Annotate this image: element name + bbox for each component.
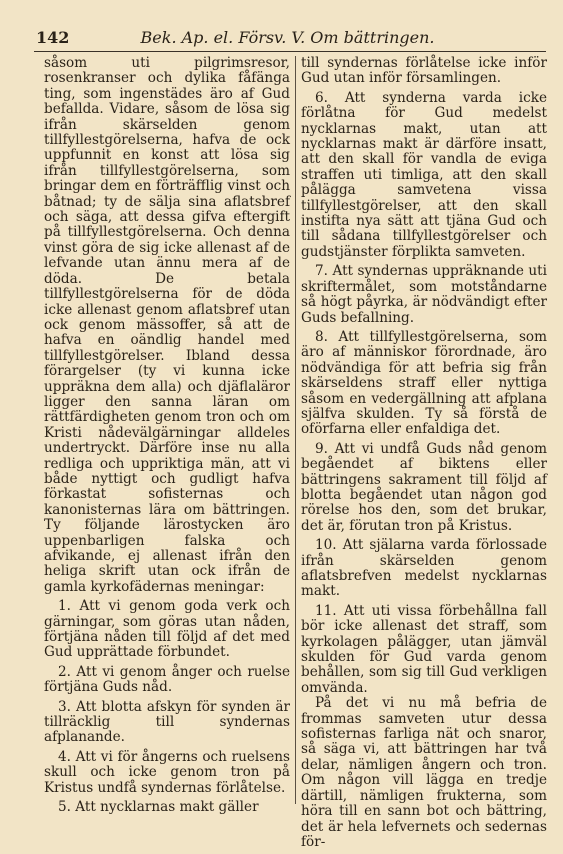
list-item: 7. Att syndernas uppräknande uti skriftermålet, som motståndarne så högt påyrka, är nödvändigt efter Guds befallning. [301,263,547,326]
list-item: 5. Att nycklarnas makt gäller [58,799,259,816]
right-column [301,56,547,850]
column-divider [295,56,296,804]
list-item: 4. Att vi för ångerns och ruelsens skull och icke genom tron på Kristus undfå syndernas förlåtelse. [44,748,290,796]
list-item: 3. Att blotta afskyn för synden är tillräcklig till syndernas afplanande. [44,698,290,746]
page-number: 142 [36,28,70,47]
list-item: 8. Att tillfyllestgörelserna, som äro af människor förordnade, äro nödvändiga för att befria sig från skärseldens straff eller nyttiga såsom en vedergällning att afplana själfva skulden. Ty så förstå de oförfarna eller enfaldiga det. [301,328,547,438]
paragraph: såsom uti pilgrimsresor, rosenkranser och dylika fåfänga ting, som ingenstädes äro af Gud befallda. Vidare, såsom de lösa sig ifrån skärselden genom tillfyllestgörelserna, hafva de ock uppfunnit en konst att lösa sig ifrån tillfyllestgörelserna, som bringar dem en förträfflig vinst och båtnad; ty de sälja sina aflatsbref och säga, att dessa gifva eftergift på tillfyllestgörelserna. Och denna vinst göra de sig icke allenast af de lefvande utan ännu mera af de döda. De betala tillfyllestgörelserna för de döda icke allenast genom aflatsbref utan ock genom mässoffer, så att de hafva en oändlig handel med tillfyllestgörelser. Ibland dessa förargelser (ty vi kunna icke uppräkna dem alla) och djäflaläror ligger den sanna läran om rättfärdigheten genom tron och om Kristi nådevälgärningar alldeles undertryckt. Därföre inse nu alla redliga och uppriktiga män, att vi både nyttigt och gudligt hafva förkastat sofisternas och kanonisternas lära om bättringen. Ty följande lärostycken äro uppenbarligen falska och afvikande, ej allenast ifrån den heliga skrift utan ock ifrån de gamla kyrkofädernas meningar: [44,55,290,595]
list-item: 6. Att synderna varda icke förlåtna för Gud medelst nycklarnas makt, utan att nycklarnas makt är därföre insatt, att den skall för vandla de eviga straffen uti timliga, att den skall pålägga samvetena vissa tillfyllestgörelser, att den skall instifta nya sätt att tjäna Gud och till sådana tillfyllestgörelser och gudstjänster förplikta samveten. [301,89,547,260]
page-header [30,26,545,52]
list-item: 11. Att uti vissa förbehållna fall bör icke allenast det straff, som kyrkolagen pålägger, utan jämväl skulden för Gud varda genom behållen, som sig till Gud verkligen omvända. [301,602,547,696]
list-item: 1. Att vi genom goda verk och gärningar, som göras utan nåden, förtjäna nåden till följd af det med Gud upprättade förbundet. [44,598,290,661]
paragraph: till syndernas förlåtelse icke inför Gud utan inför församlingen. [301,55,547,87]
header-rule [34,51,546,52]
paragraph: På det vi nu må befria de frommas samveten utur dessa sofisternas farliga nät och snaror, så säga vi, att bättringen har två delar, nämligen ångern och tron. Om någon vill lägga en tredje därtill, nämligen frukterna, som höra till en sann bot och bättring, det är hela lefvernets och sedernas för- [301,695,547,850]
list-item: 2. Att vi genom ånger och ruelse förtjäna Guds nåd. [44,663,290,696]
left-column [44,56,290,816]
list-item: 10. Att själarna varda förlossade ifrån skärselden genom aflatsbrefven medelst nycklarnas makt. [301,537,547,600]
running-title: Bek. Ap. el. Försv. V. Om bättringen. [140,28,435,47]
list-item: 9. Att vi undfå Guds nåd genom begåendet af biktens eller bättringens sakrament till följd af blotta begåendet utan någon god rörelse hos den, som det brukar, det är, förutan tron på Kristus. [301,440,547,534]
